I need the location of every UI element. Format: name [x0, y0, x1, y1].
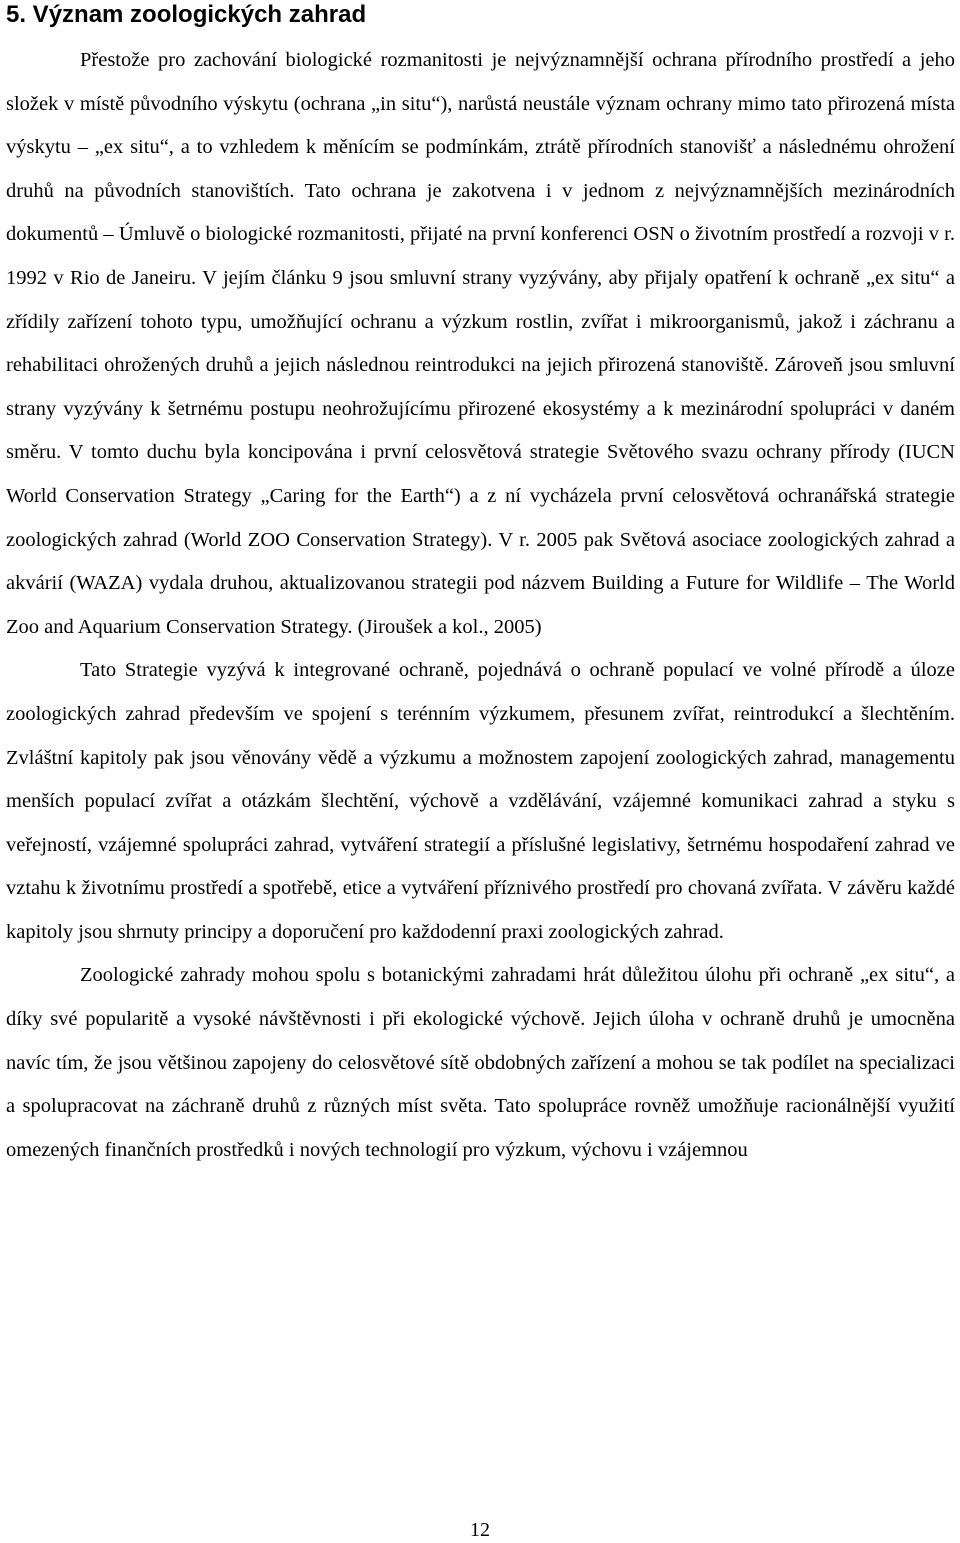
- page-number: 12: [470, 1519, 490, 1541]
- paragraph-3: Zoologické zahrady mohou spolu s botanickými zahradami hrát důležitou úlohu při ochraně „ex situ“, a díky své popularitě a vysoké návštěvnosti i při ekologické výchově. Jejich úloha v ochraně druhů je umocněna navíc tím, že jsou většinou zapojeny do celosvětové sítě obdobných zařízení a mohou se tak podílet na specializaci a spolupracovat na záchraně druhů z různých míst světa. Tato spolupráce rovněž umožňuje racionálnější využití omezených finančních prostředků i nových technologií pro výzkum, výchovu i vzájemnou: [6, 964, 955, 1161]
- paragraph-1: Přestože pro zachování biologické rozmanitosti je nejvýznamnější ochrana přírodního prostředí a jeho složek v místě původního výskytu (ochrana „in situ“), narůstá neustále význam ochrany mimo tato přirozená místa výskytu – „ex situ“, a to vzhledem k měnícím se podmínkám, ztrátě přírodních stanovišť a následnému ohrožení druhů na původních stanovištích. Tato ochrana je zakotvena i v jednom z nejvýznamnějších mezinárodních dokumentů – Úmluvě o biologické rozmanitosti, přijaté na první konferenci OSN o životním prostředí a rozvoji v r. 1992 v Rio de Janeiru. V jejím článku 9 jsou smluvní strany vyzývány, aby přijaly opatření k ochraně „ex situ“ a zřídily zařízení tohoto typu, umožňující ochranu a výzkum rostlin, zvířat i mikroorganismů, jakož i záchranu a rehabilitaci ohrožených druhů a jejich následnou reintrodukci na jejich přirozená stanoviště. Zároveň jsou smluvní strany vyzývány k šetrnému postupu neohrožujícímu přirozené ekosystémy a k mezinárodní spolupráci v daném směru. V tomto duchu byla koncipována i první celosvětová strategie Světového svazu ochrany přírody (IUCN World Conservation Strategy „Caring for the Earth“) a z ní vycházela první celosvětová ochranářská strategie zoologických zahrad (World ZOO Conservation Strategy). V r. 2005 pak Světová asociace zoologických zahrad a akvárií (WAZA) vydala druhou, aktualizovanou strategii pod názvem Building a Future for Wildlife – The World Zoo and Aquarium Conservation Strategy. (Jiroušek a kol., 2005): [6, 49, 955, 638]
- paragraph-2: Tato Strategie vyzývá k integrované ochraně, pojednává o ochraně populací ve volné přírodě a úloze zoologických zahrad především ve spojení s terénním výzkumem, přesunem zvířat, reintrodukcí a šlechtěním. Zvláštní kapitoly pak jsou věnovány vědě a výzkumu a možnostem zapojení zoologických zahrad, managementu menších populací zvířat a otázkám šlechtění, výchově a vzdělávání, vzájemné komunikaci zahrad a styku s veřejností, vzájemné spolupráci zahrad, vytváření strategií a příslušné legislativy, šetrnému hospodaření zahrad ve vztahu k životnímu prostředí a spotřebě, etice a vytváření příznivého prostředí pro chovaná zvířata. V závěru každé kapitoly jsou shrnuty principy a doporučení pro každodenní praxi zoologických zahrad.: [6, 659, 955, 943]
- section-heading: 5. Význam zoologických zahrad: [6, 1, 367, 28]
